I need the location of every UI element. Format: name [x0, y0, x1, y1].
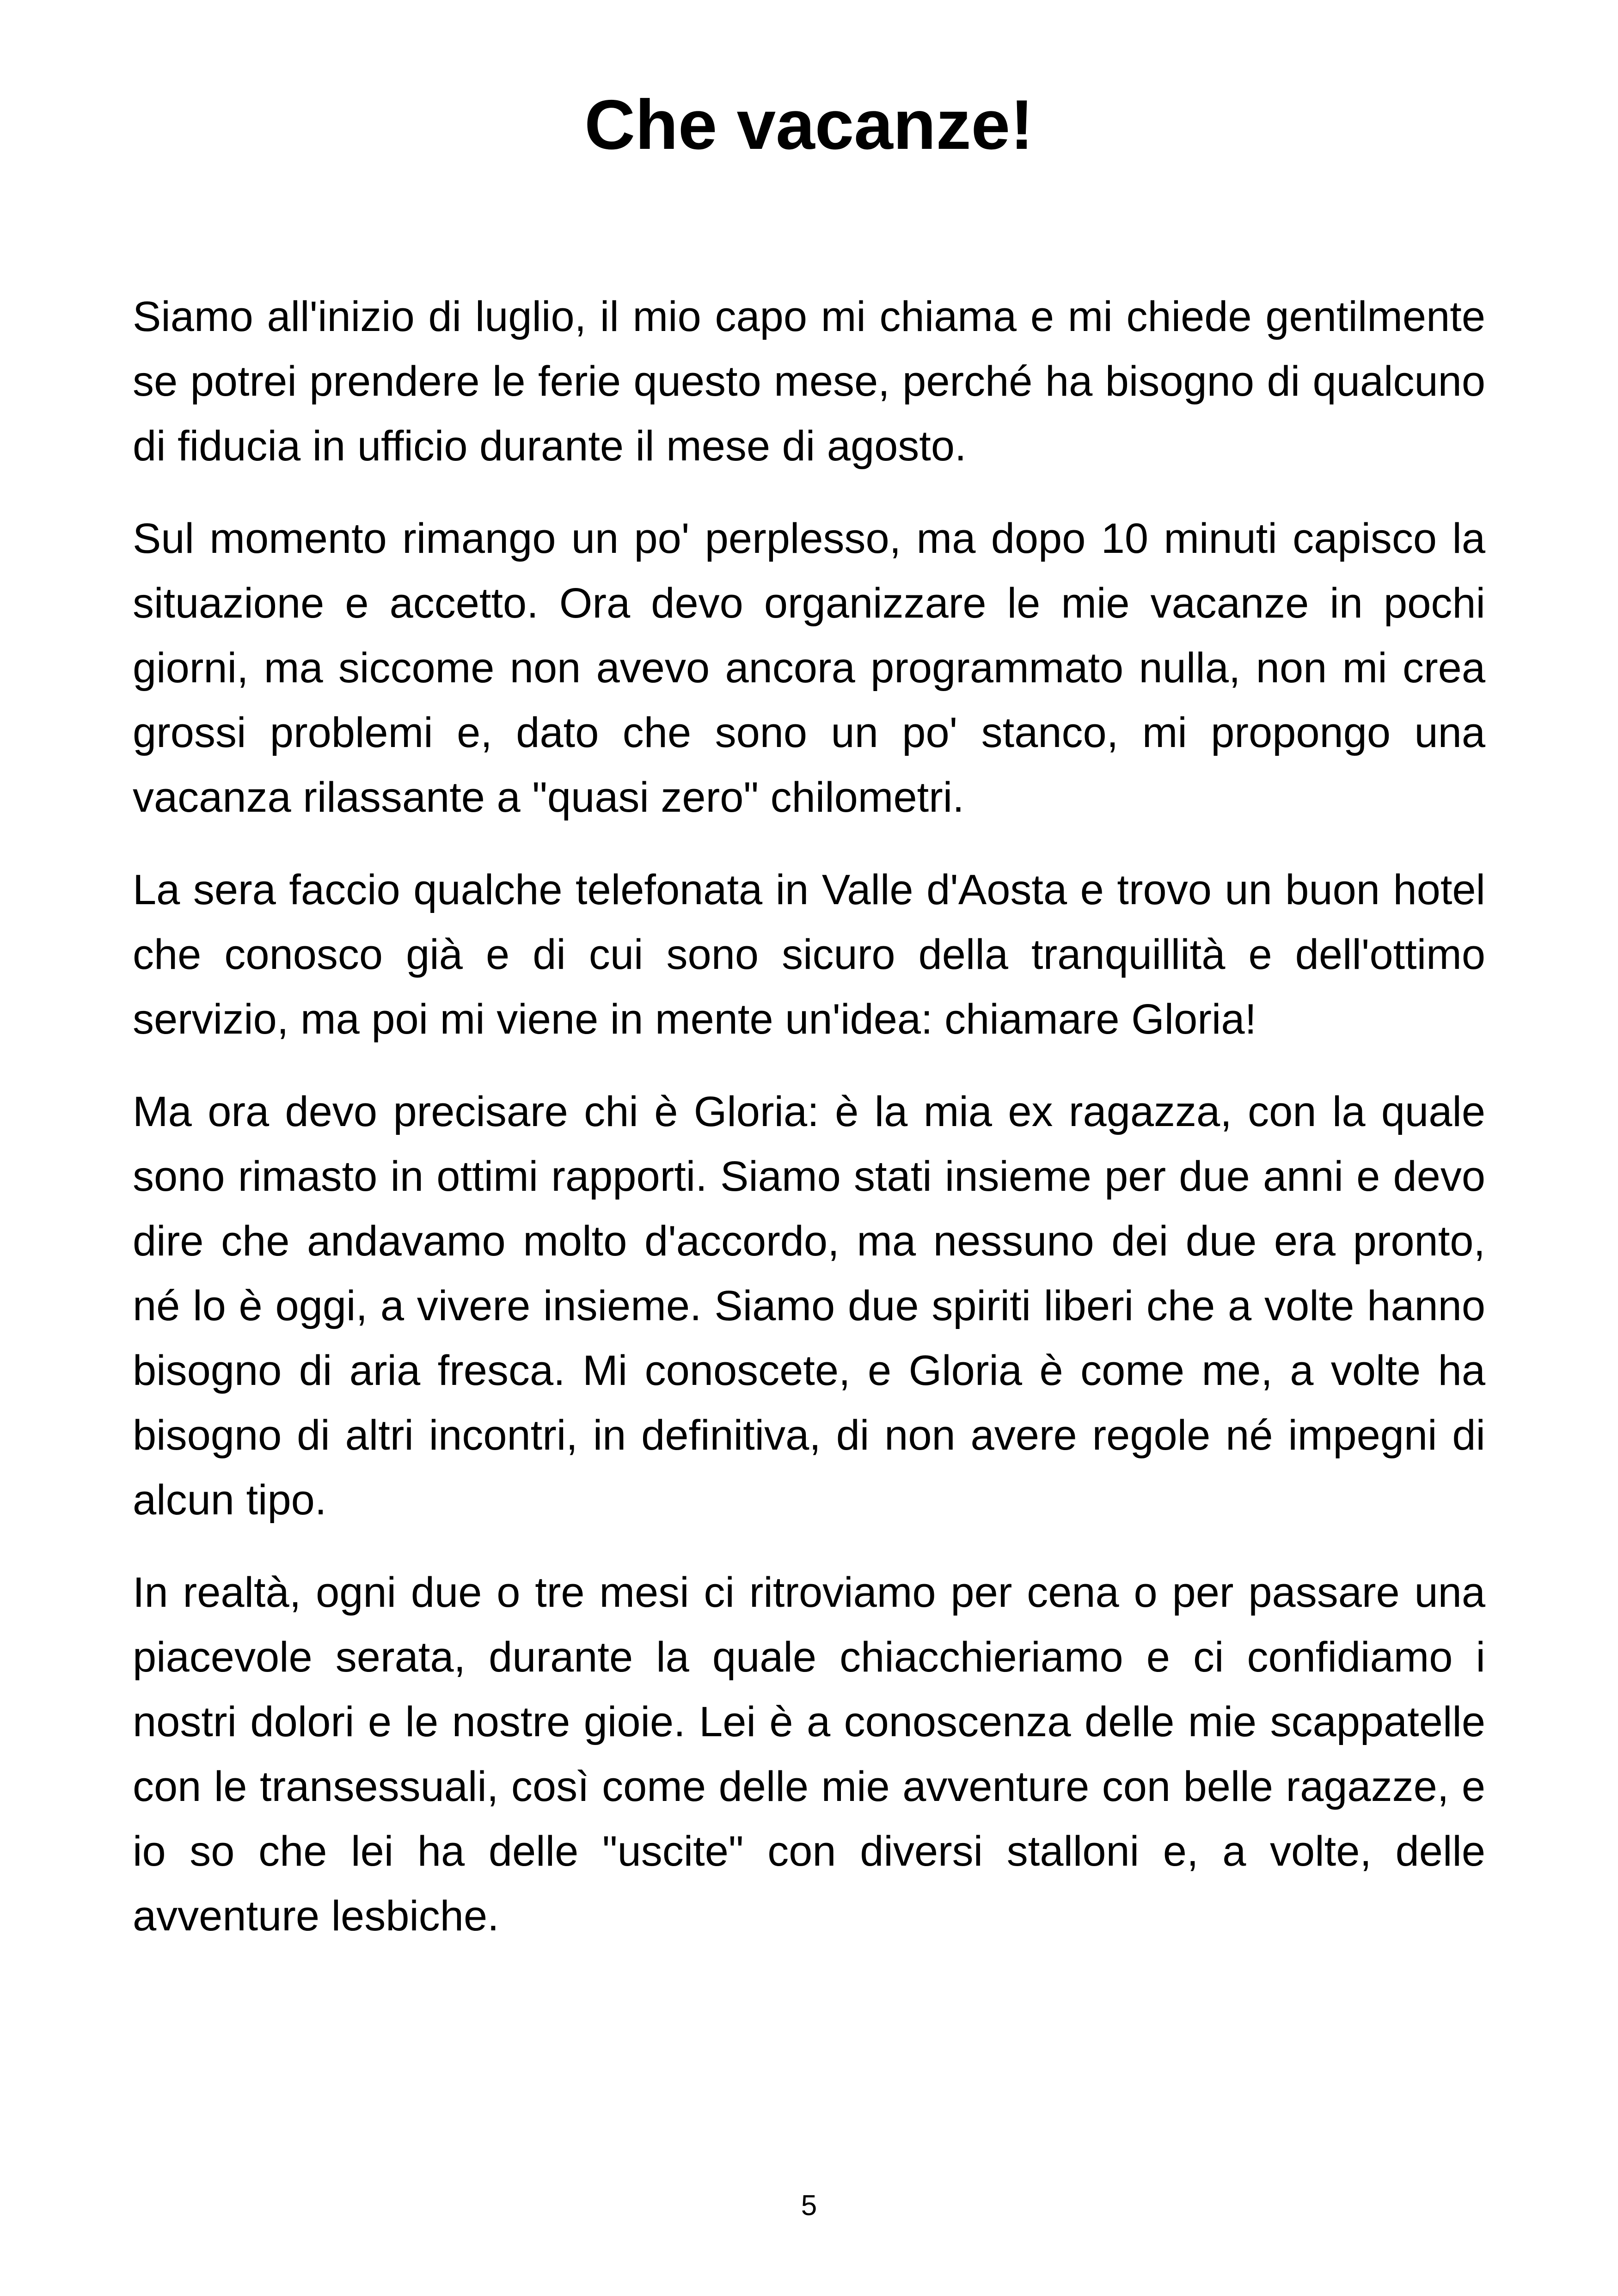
body-text — [133, 284, 1485, 1976]
page-number: 5 — [801, 2190, 817, 2222]
paragraph-1: Siamo all'inizio di luglio, il mio capo mi chiama e mi chiede gentilmente se potrei prendere le ferie questo mese, perché ha bisogno di qualcuno di fiducia in ufficio durante il mese di agosto. — [133, 293, 1485, 470]
paragraph-4: Ma ora devo precisare chi è Gloria: è la mia ex ragazza, con la quale sono rimasto in ottimi rapporti. Siamo stati insieme per due anni e devo dire che andavamo molto d'accordo, ma nessuno dei due era pronto, né lo è oggi, a vivere insieme. Siamo due spiriti liberi che a volte hanno bisogno di aria fresca. Mi conoscete, e Gloria è come me, a volte ha bisogno di altri incontri, in definitiva, di non avere regole né impegni di alcun tipo. — [133, 1088, 1485, 1524]
paragraph-5: In realtà, ogni due o tre mesi ci ritroviamo per cena o per passare una piacevole serata, durante la quale chiacchieriamo e ci confidiamo i nostri dolori e le nostre gioie. Lei è a conoscenza delle mie scappatelle con le transessuali, così come delle mie avventure con belle ragazze, e io so che lei ha delle "uscite" con diversi stalloni e, a volte, delle avventure lesbiche. — [133, 1569, 1485, 1940]
page-title: Che vacanze! — [584, 86, 1034, 164]
paragraph-3: La sera faccio qualche telefonata in Valle d'Aosta e trovo un buon hotel che conosco già e di cui sono sicuro della tranquillità e dell'ottimo servizio, ma poi mi viene in mente un'idea: chiamare Gloria! — [133, 866, 1485, 1043]
paragraph-2: Sul momento rimango un po' perplesso, ma dopo 10 minuti capisco la situazione e accetto. Ora devo organizzare le mie vacanze in pochi giorni, ma siccome non avevo ancora programmato nulla, non mi crea grossi problemi e, dato che sono un po' stanco, mi propongo una vacanza rilassante a "quasi zero" chilometri. — [133, 515, 1485, 821]
